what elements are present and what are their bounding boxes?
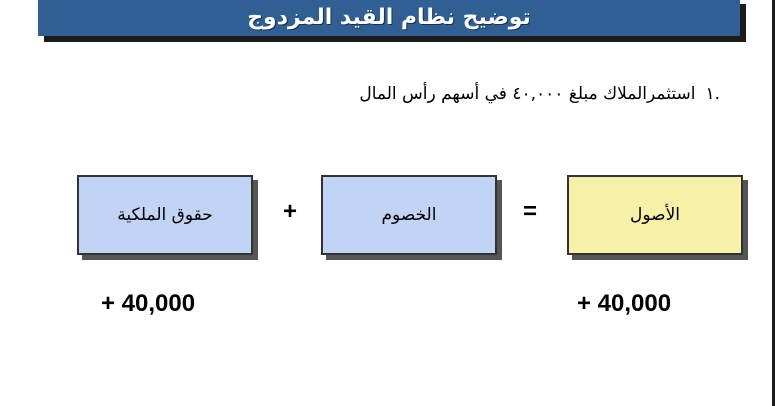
- liabilities-label: الخصوم: [381, 205, 437, 225]
- plus-sign: +: [283, 198, 298, 225]
- assets-label: الأصول: [630, 205, 680, 225]
- equals-sign: =: [523, 198, 538, 225]
- equity-box: [77, 175, 253, 255]
- liabilities-box: [321, 175, 497, 255]
- list-item-number: .١: [705, 84, 720, 104]
- page-title: توضيح نظام القيد المزدوج: [247, 4, 531, 30]
- list-item-text: استثمرالملاك مبلغ ٤٠,٠٠٠ في أسهم رأس المال: [359, 84, 696, 104]
- assets-box: [567, 175, 743, 255]
- title-bar: [38, 0, 740, 36]
- equity-label: حقوق الملكية: [117, 205, 213, 225]
- assets-amount: + 40,000: [577, 290, 672, 317]
- list-item: [359, 84, 720, 104]
- equity-amount: + 40,000: [101, 290, 196, 317]
